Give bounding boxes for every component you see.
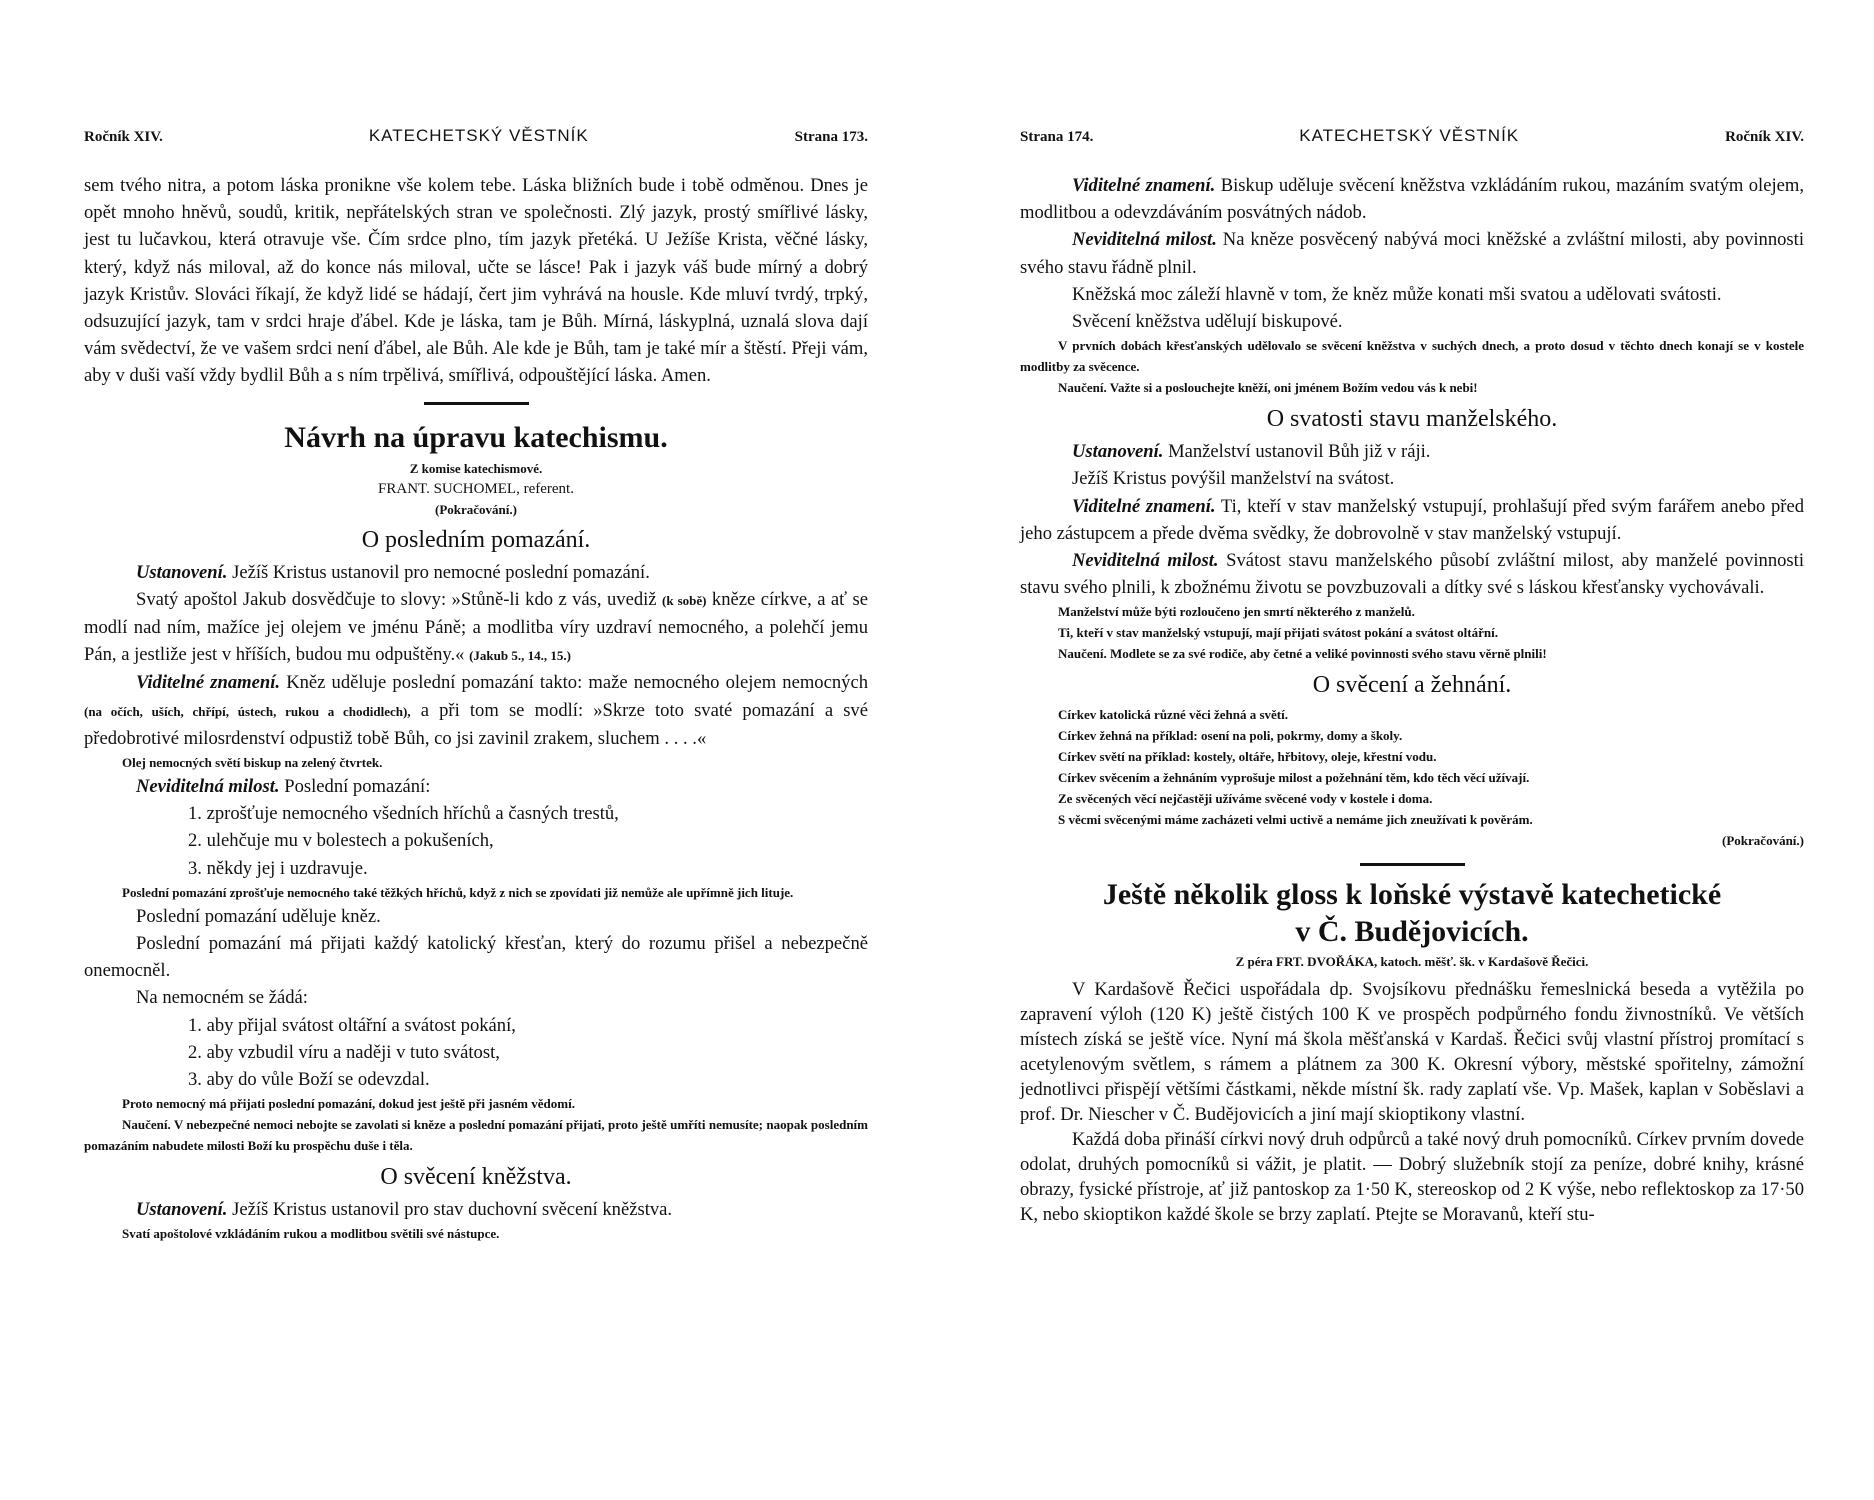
paragraph: Svěcení kněžstva udělují biskupové. bbox=[1072, 311, 1343, 333]
list-item: 2. ulehčuje mu v bolestech a pokušeních, bbox=[188, 830, 494, 852]
article-title: Návrh na úpravu katechismu. bbox=[284, 420, 668, 454]
term-label: Viditelné znamení. bbox=[1072, 495, 1216, 517]
commission-line: Z komise katechismové. bbox=[409, 460, 543, 476]
article-title-line-2: v Č. Budějovicích. bbox=[1295, 915, 1529, 949]
paragraph: Ustanovení. Ježíš Kristus ustanovil pro stav duchovní svěcení kněžstva. bbox=[136, 1199, 673, 1221]
list-item: 3. někdy jej i uzdravuje. bbox=[188, 857, 368, 879]
paragraph: Ustanovení. Ježíš Kristus ustanovil pro nemocné poslední pomazání. bbox=[136, 561, 650, 583]
right-column bbox=[1020, 172, 1804, 1227]
divider bbox=[424, 402, 529, 405]
paragraph: Neviditelná milost. Svátost stavu manželského působí zvláštní milost, aby manželé povinnosti stavu svého plnili, k zbožnému životu se povzbuzovali a dítky své s láskou křesťansky vychovávali. bbox=[1020, 550, 1805, 599]
section-heading: O svatosti stavu manželského. bbox=[1266, 406, 1558, 433]
paragraph: Neviditelná milost. Poslední pomazání: bbox=[136, 776, 431, 798]
small-note: Naučení. Modlete se za své rodiče, aby četné a veliké povinnosti svého stavu věrně plnili! bbox=[1058, 646, 1547, 662]
term-label: Neviditelná milost. bbox=[1072, 229, 1217, 251]
paragraph: Svatý apoštol Jakub dosvědčuje to slovy: »Stůně-li kdo z vás, uvediž (k sobě) kněze církve, a ať se modlí nad ním, mažíce jej olejem ve jménu Páně; a modlitba víry uzdraví nemocného, a polehčí jemu Pán, a jestliže jest v hříších, budou mu odpuštěny.« (Jakub 5., 14., 15.) bbox=[84, 588, 869, 666]
small-note: Svatí apoštolové vzkládáním rukou a modlitbou světili své nástupce. bbox=[122, 1226, 500, 1242]
small-note: Poslední pomazání zprošťuje nemocného také těžkých hříchů, když z nich se zpovídati již nemůže ale upřímně jich lituje. bbox=[122, 884, 794, 900]
volume-label: Ročník XIV. bbox=[1725, 129, 1804, 145]
paragraph: Každá doba přináší církvi nový druh odpůrců a také nový druh pomocníků. Církev prvním dovede odolat, druhých pomocníků si vážit, je platit. — Dobrý služebník stojí za peníze, dobré knihy, krásné obrazy, fysické přístroje, ať již pantoskop za 1·50 K, stereoskop od 2 K výše, nebo reflektoskop za 17·50 K, nebo skioptikon každé škole se brzy zaplatí. Ptejte se Moravanů, kteří stu- bbox=[1020, 1129, 1804, 1226]
paragraph: Viditelné znamení. Kněz uděluje poslední pomazání takto: maže nemocného olejem nemocných (na očích, uších, chřípí, ústech, rukou a chodidlech), a při tom se modlí: »Skrze toto svaté pomazání a své předobrotivé milosrdenství odpustiž tobě Bůh, co jsi zavinil zrakem, sluchem . . . .« bbox=[84, 672, 868, 749]
paragraph: Neviditelná milost. Na kněze posvěcený nabývá moci kněžské a zvláštní milosti, aby povinnosti svého stavu řádně plnil. bbox=[1020, 229, 1804, 278]
section-heading: O posledním pomazání. bbox=[361, 526, 591, 553]
small-note: Církev světí na příklad: kostely, oltáře, hřbitovy, oleje, křestní vodu. bbox=[1058, 749, 1437, 765]
continuation-note: (Pokračování.) bbox=[1722, 833, 1804, 849]
paragraph: Kněžská moc záleží hlavně v tom, že kněz může konati mši svatou a udělovati svátosti. bbox=[1072, 283, 1722, 305]
small-note: V prvních dobách křesťanských udělovalo se svěcení kněžstva v suchých dnech, a proto dosud v těchto dnech konají se v kostele modlitby za svěcence. bbox=[1020, 338, 1804, 375]
continuation-note: (Pokračování.) bbox=[435, 501, 517, 517]
term-label: Ustanovení. bbox=[136, 561, 228, 583]
term-label: Viditelné znamení. bbox=[136, 672, 281, 694]
paragraph: Na nemocném se žádá: bbox=[136, 987, 308, 1009]
list-item: 1. zprošťuje nemocného všedních hříchů a časných trestů, bbox=[188, 803, 619, 825]
left-page bbox=[84, 0, 868, 1500]
referent-line: FRANT. SUCHOMEL, referent. bbox=[378, 480, 574, 497]
paragraph: Poslední pomazání uděluje kněz. bbox=[136, 905, 381, 927]
page-header bbox=[1020, 126, 1804, 152]
small-note: Církev žehná na příklad: osení na poli, pokrmy, domy a školy. bbox=[1058, 728, 1403, 744]
list-item: 1. aby přijal svátost oltářní a svátost pokání, bbox=[188, 1014, 516, 1036]
term-label: Viditelné znamení. bbox=[1072, 175, 1216, 196]
article-title-line-1: Ještě několik gloss k loňské výstavě katechetické bbox=[1102, 878, 1722, 912]
journal-title: KATECHETSKÝ VĚSTNÍK bbox=[368, 126, 589, 145]
small-note: Manželství může býti rozloučeno jen smrtí některého z manželů. bbox=[1058, 604, 1415, 620]
right-page bbox=[1020, 0, 1804, 1500]
term-label: Neviditelná milost. bbox=[136, 776, 280, 798]
page-number: Strana 173. bbox=[794, 129, 868, 145]
paragraph: Ustanovení. Manželství ustanovil Bůh již v ráji. bbox=[1072, 441, 1431, 463]
paragraph: Viditelné znamení. Biskup uděluje svěcení kněžstva vzkládáním rukou, mazáním svatým olejem, modlitbou a odevzdáváním posvátných nádob. bbox=[1020, 175, 1804, 224]
small-note: Ti, kteří v stav manželský vstupují, mají přijati svátost pokání a svátost oltářní. bbox=[1058, 625, 1498, 641]
paragraph: Poslední pomazání má přijati každý katolický křesťan, který do rozumu přišel a nebezpečně onemocněl. bbox=[84, 933, 868, 982]
small-note: Proto nemocný má přijati poslední pomazání, dokud jest ještě při jasném vědomí. bbox=[122, 1096, 575, 1112]
small-note: Ze svěcených věcí nejčastěji užíváme svěcené vody v kostele i doma. bbox=[1058, 791, 1433, 807]
small-note: Naučení. V nebezpečné nemoci nebojte se zavolati si kněze a poslední pomazání přijati, proto ještě umříti nemusíte; naopak posledním pomazáním nabudete milosti Boží ku prospěchu duše i těla. bbox=[84, 1117, 868, 1154]
paragraph: Viditelné znamení. Ti, kteří v stav manželský vstupují, prohlašují před svým farářem anebo před jeho zástupcem a přede dvěma svědky, že dobrovolně v stav manželský vstupují. bbox=[1020, 495, 1804, 544]
section-heading: O svěcení a žehnání. bbox=[1312, 672, 1512, 699]
journal-title: KATECHETSKÝ VĚSTNÍK bbox=[1299, 126, 1520, 145]
small-note: Církev svěcením a žehnáním vyprošuje milost a požehnání těm, kdo těch věcí užívají. bbox=[1058, 770, 1530, 786]
small-note: S věcmi svěcenými máme zacházeti velmi uctivě a nemáme jich zneužívati k pověrám. bbox=[1058, 812, 1533, 828]
small-note: Církev katolická různé věci žehná a světí. bbox=[1058, 707, 1288, 723]
paragraph: V Kardašově Řečici uspořádala dp. Svojsíkovu přednášku řemeslnická beseda a vytěžila po zapravení výloh (120 K) ještě čistých 100 K ve prospěch podpůrného fondu živnostníků. Ve větších místech získá se ještě více. Nyní má škola měšťanská v Kardaš. Řečici svůj vlastní přístroj promítací s acetylenovým světlem, s rámem a plátnem za 300 K. Okresní výbory, městské spořitelny, zámožní jednotlivci přispějí většími částkami, někde místní šk. rady zaplatí vše. Vp. Mašek, kaplan v Soběslavi a prof. Dr. Niescher v Č. Budějovicích a jiní mají skioptikony vlastní. bbox=[1020, 979, 1804, 1126]
article-title bbox=[1020, 876, 1804, 950]
page-header bbox=[84, 126, 868, 152]
small-note: Olej nemocných světí biskup na zelený čtvrtek. bbox=[122, 755, 383, 771]
list-item: 3. aby do vůle Boží se odevzdal. bbox=[188, 1069, 430, 1091]
page-number: Strana 174. bbox=[1020, 129, 1094, 145]
small-note: Naučení. Važte si a poslouchejte kněží, oni jménem Božím vedou vás k nebi! bbox=[1058, 380, 1478, 396]
section-heading: O svěcení kněžstva. bbox=[380, 1164, 572, 1191]
term-label: Ustanovení. bbox=[1072, 441, 1164, 463]
volume-label: Ročník XIV. bbox=[84, 129, 163, 145]
divider bbox=[1360, 863, 1465, 866]
term-label: Ustanovení. bbox=[136, 1199, 228, 1221]
byline: Z péra FRT. DVOŘÁKA, katoch. měšť. šk. v Kardašově Řečici. bbox=[1235, 954, 1589, 970]
paragraph: Ježíš Kristus povýšil manželství na svátost. bbox=[1072, 468, 1395, 490]
list-item: 2. aby vzbudil víru a naději v tuto svátost, bbox=[188, 1041, 500, 1063]
intro-paragraph: sem tvého nitra, a potom láska pronikne vše kolem tebe. Láska bližních bude i tobě odměnou. Dnes je opět mnoho hněvů, soudů, kritik, nepřátelských stran ve společnosti. Zlý jazyk, prostý smířlivé lásky, jest tu lučavkou, která otravuje vše. Čím srdce plno, tím jazyk přetéká. U Ježíše Krista, věčné lásky, který, když nás miloval, až do konce nás miloval, učte se lásce! Pak i jazyk váš bude mírný a dobrý jazyk Kristův. Slováci říkají, že když lidé se hádají, čert jim vyhrává na housle. Kde mluví tvrdý, trpký, odsuzující jazyk, tam v srdci hraje ďábel. Kde je láska, tam je Bůh. Mírná, láskyplná, uznalá slova dají vám svědectví, že ve vašem srdci není ďábel, ale Bůh. Ale kde je Bůh, tam je také mír a štěstí. Přeji vám, aby v duši vaší vždy bydlil Bůh a s ním trpělivá, smířlivá, odpouštějící láska. Amen. bbox=[84, 175, 868, 387]
term-label: Neviditelná milost. bbox=[1072, 550, 1219, 572]
left-column bbox=[84, 172, 868, 1244]
